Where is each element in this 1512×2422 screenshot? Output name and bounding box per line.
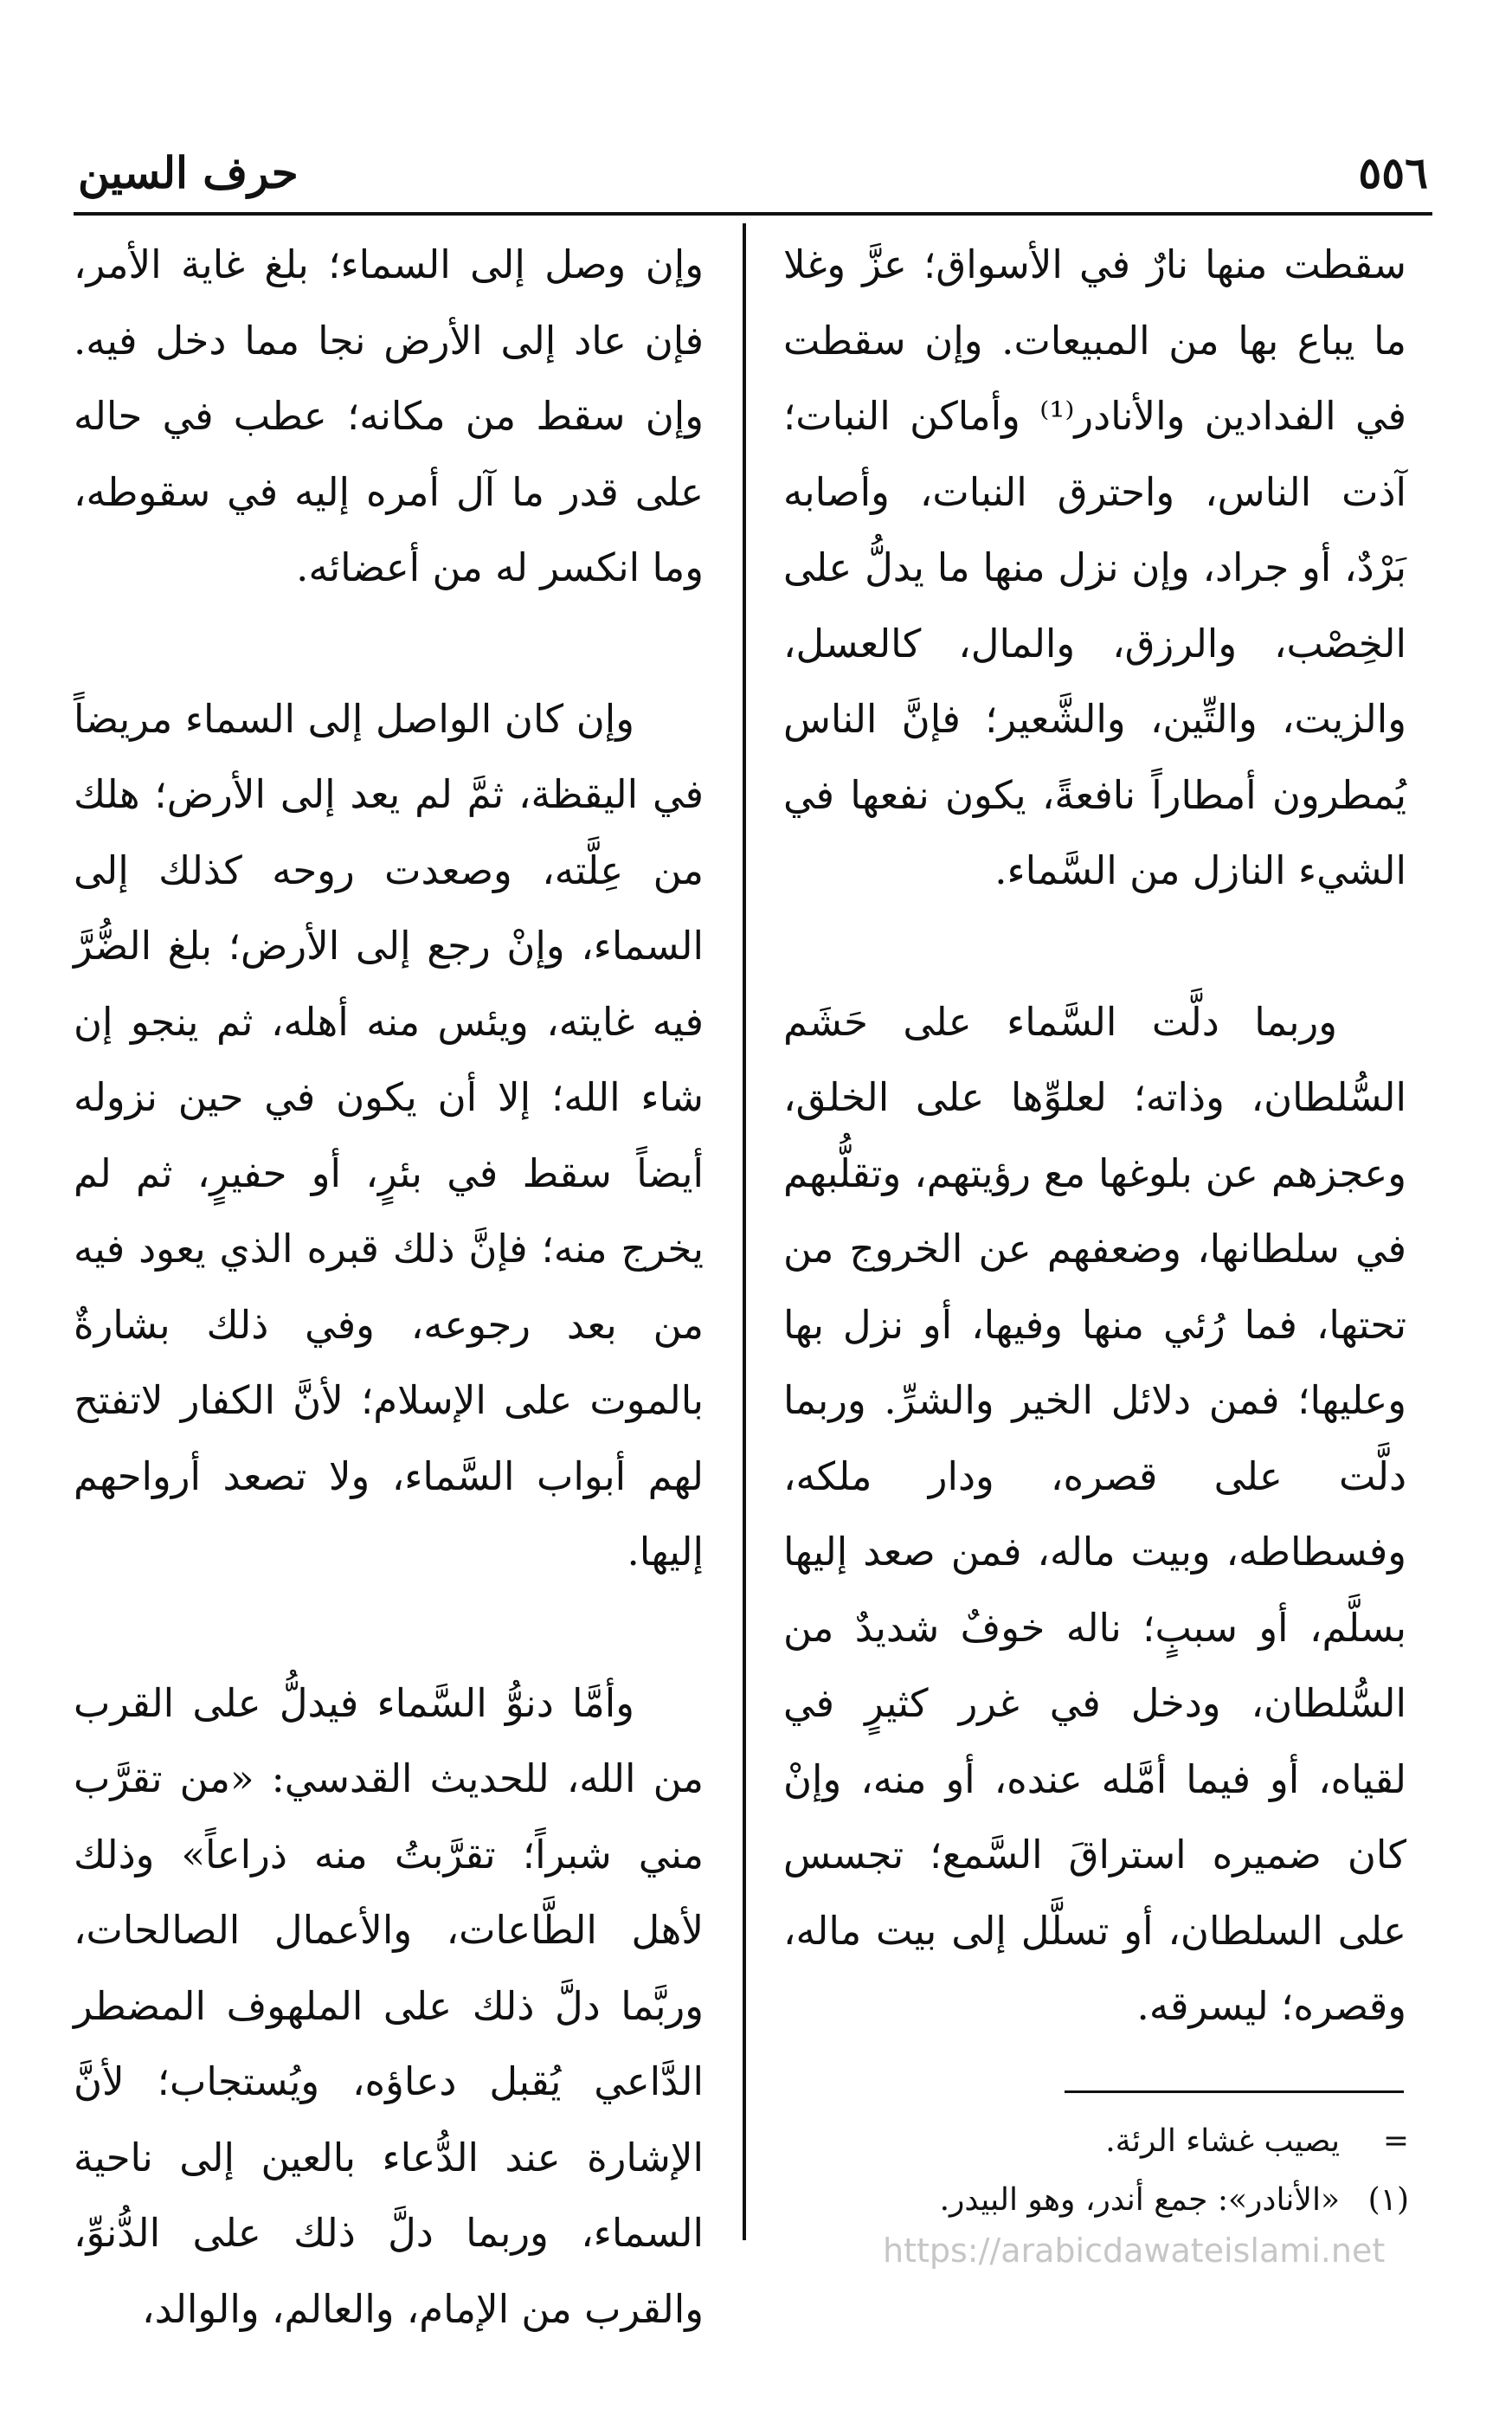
header-rule: [74, 212, 1432, 216]
footnote-continuation-text: يصيب غشاء الرئة.: [1105, 2123, 1340, 2159]
page-number: ٥٥٦: [1358, 147, 1428, 198]
page-header: [78, 130, 1428, 208]
footnote-1: [831, 2171, 1409, 2230]
watermark-url: https://arabicdawateislami.net: [883, 2232, 1386, 2270]
column-divider: [743, 223, 746, 2240]
running-title: حرف السين: [78, 147, 299, 198]
footnote-1-mark: (١): [1367, 2182, 1409, 2218]
paragraph: سقطت منها نارٌ في الأسواق؛ عزَّ وغلا ما يباع بها من المبيعات. وإن سقطت في الفدادين والأنادر⁽¹⁾ وأماكن النبات؛ آذت الناس، واحترق النبات، وأصابه بَرْدٌ، أو جراد، وإن نزل منها ما يدلُّ على الخِصْب، والرزق، والمال، كالعسل، والزيت، والتِّين، والشَّعير؛ فإنَّ الناس يُمطرون أمطاراً نافعةً، يكون نفعها في الشيء النازل من السَّماء.: [783, 242, 1406, 893]
footnote-continuation-mark: =: [1382, 2123, 1409, 2159]
paragraph: وإن وصل إلى السماء؛ بلغ غاية الأمر، فإن عاد إلى الأرض نجا مما دخل فيه. وإن سقط من مكانه؛ عطب في حاله على قدر ما آل أمره إليه في سقوطه، وما انكسر له من أعضائه.: [74, 242, 704, 590]
footnote-continuation: [831, 2112, 1409, 2171]
right-column: [783, 227, 1406, 2120]
footnote-1-text: «الأنادر»: جمع أندر، وهو البيدر.: [939, 2182, 1340, 2218]
left-column: [74, 227, 704, 2422]
footnote-rule: [1065, 2090, 1404, 2093]
paragraph: وإن كان الواصل إلى السماء مريضاً في اليقظة، ثمَّ لم يعد إلى الأرض؛ هلك من عِلَّته، وصعدت روحه كذلك إلى السماء، وإنْ رجع إلى الأرض؛ بلغ الضُّرَّ فيه غايته، ويئس منه أهله، ثم ينجو إن شاء الله؛ إلا أن يكون في حين نزوله أيضاً سقط في بئرٍ، أو حفيرٍ، ثم لم يخرج منه؛ فإنَّ ذلك قبره الذي يعود فيه من بعد رجوعه، وفي ذلك بشارةٌ بالموت على الإسلام؛ لأنَّ الكفار لاتفتح لهم أبواب السَّماء، ولا تصعد أرواحهم إليها.: [74, 695, 704, 1575]
footnotes: [831, 2112, 1409, 2230]
paragraph: وأمَّا دنوُّ السَّماء فيدلُّ على القرب من الله، للحديث القدسي: «من تقرَّب مني شبراً؛ تقرَّبتُ منه ذراعاً» وذلك لأهل الطَّاعات، والأعمال الصالحات، وربَّما دلَّ ذلك على الملهوف المضطر الدَّاعي يُقبل دعاؤه، ويُستجاب؛ لأنَّ الإشارة عند الدُّعاء بالعين إلى ناحية السماء، وربما دلَّ ذلك على الدُّنوِّ، والقرب من الإمام، والعالم، والوالد،: [74, 1679, 704, 2332]
paragraph: وربما دلَّت السَّماء على حَشَم السُّلطان، وذاته؛ لعلوِّها على الخلق، وعجزهم عن بلوغها مع رؤيتهم، وتقلُّبهم في سلطانها، وضعفهم عن الخروج من تحتها، فما رُئي منها وفيها، أو نزل بها وعليها؛ فمن دلائل الخير والشرِّ. وربما دلَّت على قصره، ودار ملكه، وفسطاطه، وبيت ماله، فمن صعد إليها بسلَّم، أو سببٍ؛ ناله خوفٌ شديدٌ من السُّلطان، ودخل في غرر كثيرٍ في لقياه، أو فيما أمَّله عنده، أو منه، وإنْ كان ضميره استراقَ السَّمع؛ تجسس على السلطان، أو تسلَّل إلى بيت ماله، وقصره؛ ليسرقه.: [783, 998, 1406, 2029]
